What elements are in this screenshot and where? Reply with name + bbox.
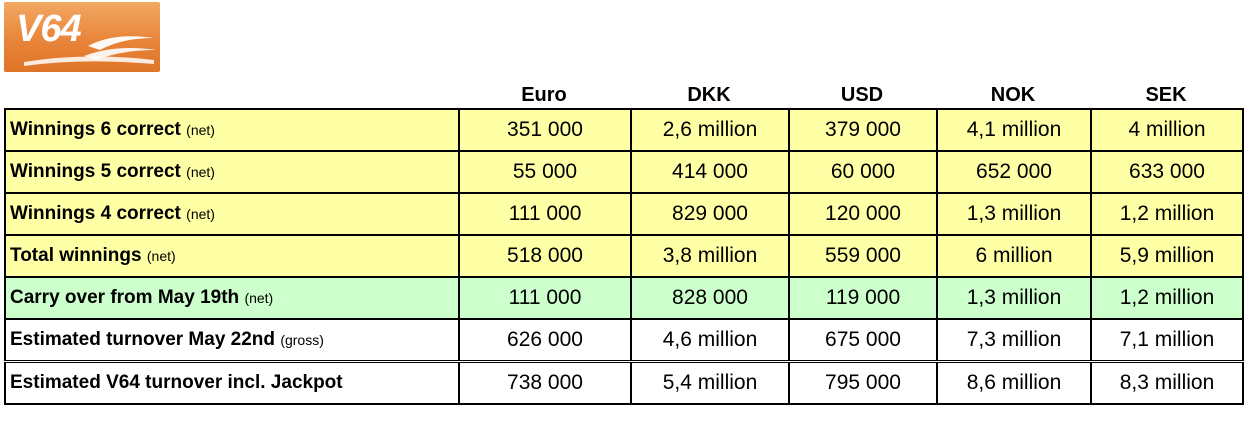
row-label-cell xyxy=(5,151,459,193)
value-cell: 652 000 xyxy=(937,151,1091,193)
row-label: Total winnings xyxy=(10,245,142,266)
row-label-cell xyxy=(5,193,459,235)
value-cell: 60 000 xyxy=(789,151,937,193)
row-note: (net) xyxy=(146,248,176,264)
value-cell: 7,3 million xyxy=(937,319,1091,362)
row-note: (net) xyxy=(186,206,215,222)
value-cell: 738 000 xyxy=(459,362,631,405)
column-header-sek: SEK xyxy=(1145,84,1187,106)
row-label-cell xyxy=(5,277,459,319)
row-label-cell xyxy=(5,362,459,405)
logo-text: V64 xyxy=(16,8,81,50)
value-cell: 5,4 million xyxy=(631,362,789,405)
row-note: (net) xyxy=(244,290,274,306)
value-cell: 5,9 million xyxy=(1091,235,1243,277)
column-header-dkk: DKK xyxy=(687,84,731,106)
value-cell: 518 000 xyxy=(459,235,631,277)
row-label: Estimated V64 turnover incl. Jackpot xyxy=(10,372,343,393)
value-cell: 6 million xyxy=(937,235,1091,277)
table-row xyxy=(5,193,1243,235)
row-label-cell xyxy=(5,109,459,151)
value-cell: 3,8 million xyxy=(631,235,789,277)
table-row xyxy=(5,277,1243,319)
table-row xyxy=(5,109,1243,151)
value-cell: 4 million xyxy=(1091,109,1243,151)
value-cell: 379 000 xyxy=(789,109,937,151)
value-cell: 119 000 xyxy=(789,277,937,319)
row-note: (net) xyxy=(186,164,215,180)
value-cell: 675 000 xyxy=(789,319,937,362)
value-cell: 8,3 million xyxy=(1091,362,1243,405)
table-row xyxy=(5,151,1243,193)
value-cell: 111 000 xyxy=(459,277,631,319)
column-header-usd: USD xyxy=(840,84,884,106)
value-cell: 829 000 xyxy=(631,193,789,235)
value-cell: 351 000 xyxy=(459,109,631,151)
value-cell: 120 000 xyxy=(789,193,937,235)
value-cell: 1,2 million xyxy=(1091,193,1243,235)
value-cell: 4,6 million xyxy=(631,319,789,362)
value-cell: 795 000 xyxy=(789,362,937,405)
value-cell: 626 000 xyxy=(459,319,631,362)
value-cell: 633 000 xyxy=(1091,151,1243,193)
row-note: (gross) xyxy=(280,332,324,348)
row-label-cell xyxy=(5,235,459,277)
value-cell: 828 000 xyxy=(631,277,789,319)
row-label: Winnings 4 correct xyxy=(10,203,181,224)
table-row xyxy=(5,319,1243,362)
value-cell: 1,3 million xyxy=(937,277,1091,319)
v64-logo xyxy=(4,2,160,72)
value-cell: 2,6 million xyxy=(631,109,789,151)
value-cell: 4,1 million xyxy=(937,109,1091,151)
column-header-euro: Euro xyxy=(521,84,567,106)
value-cell: 414 000 xyxy=(631,151,789,193)
value-cell: 8,6 million xyxy=(937,362,1091,405)
table-row xyxy=(5,235,1243,277)
row-label: Winnings 5 correct xyxy=(10,161,181,182)
row-note: (net) xyxy=(186,122,215,138)
column-header-nok: NOK xyxy=(990,84,1036,106)
value-cell: 111 000 xyxy=(459,193,631,235)
value-cell: 7,1 million xyxy=(1091,319,1243,362)
table-row xyxy=(5,362,1243,405)
row-label-cell xyxy=(5,319,459,362)
row-label: Estimated turnover May 22nd xyxy=(10,329,276,350)
value-cell: 559 000 xyxy=(789,235,937,277)
row-label: Winnings 6 correct xyxy=(10,119,181,140)
row-label: Carry over from May 19th xyxy=(10,287,240,308)
value-cell: 1,3 million xyxy=(937,193,1091,235)
winnings-table xyxy=(4,108,1244,405)
value-cell: 55 000 xyxy=(459,151,631,193)
value-cell: 1,2 million xyxy=(1091,277,1243,319)
